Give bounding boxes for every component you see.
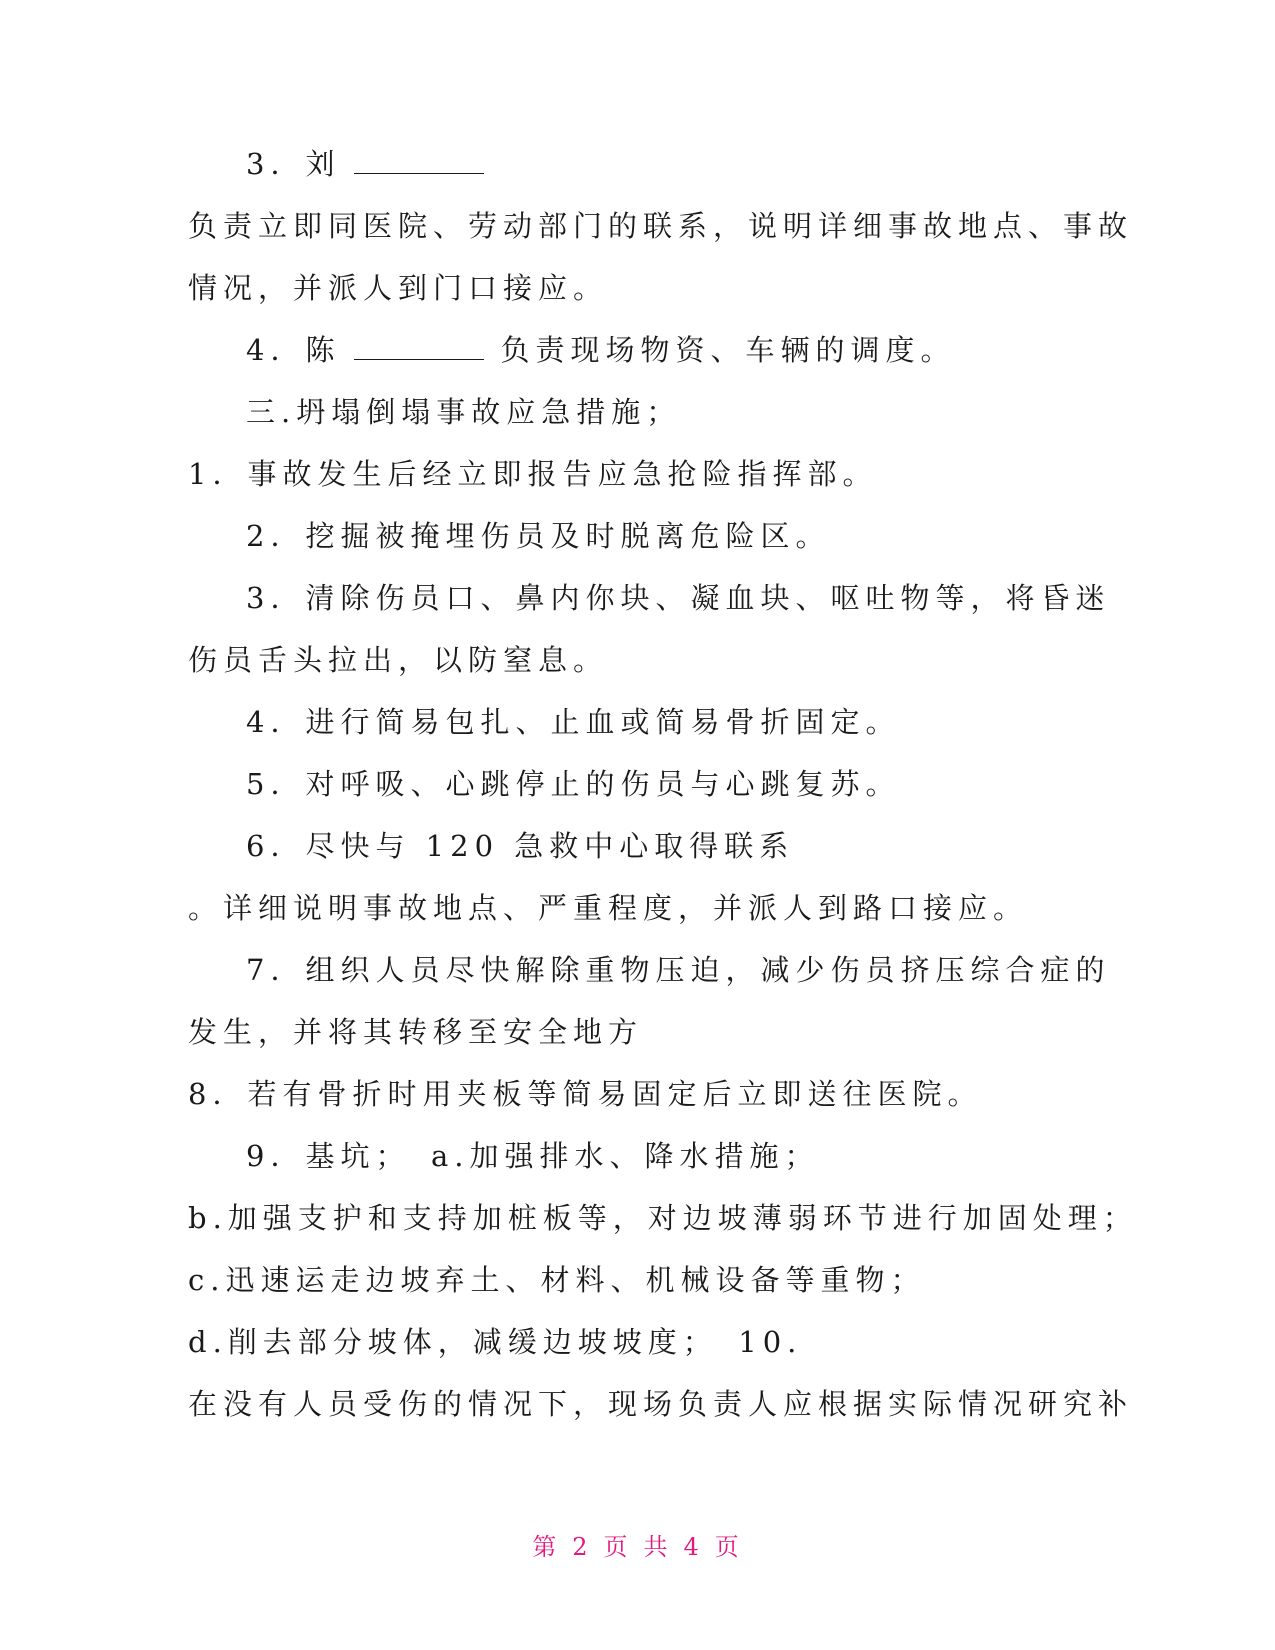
paragraph-line: 负责立即同医院、劳动部门的联系，说明详细事故地点、事故 [188,209,1134,243]
list-item: 7．组织人员尽快解除重物压迫，减少伤员挤压综合症的 [246,953,1111,987]
paragraph-line: 伤员舌头拉出，以防窒息。 [188,643,609,677]
footer-word-gong: 共 [643,1533,672,1561]
line-suffix: 负责现场物资、车辆的调度。 [500,333,956,367]
paragraph-line: 。详细说明事故地点、严重程度，并派人到路口接应。 [188,891,1029,925]
sub-item: c.迅速运走边坡弃土、材料、机械设备等重物； [188,1263,926,1297]
line-4-chen [246,333,956,367]
paragraph-line: 发生，并将其转移至安全地方 [188,1015,644,1049]
list-item: 3．清除伤员口、鼻内你块、凝血块、呕吐物等，将昏迷 [246,581,1111,615]
paragraph-line: 在没有人员受伤的情况下，现场负责人应根据实际情况研究补 [188,1387,1134,1421]
fill-blank [354,155,484,174]
list-item: 6．尽快与 120 急救中心取得联系 [246,829,795,863]
list-item: 4．进行简易包扎、止血或简易骨折固定。 [246,705,901,739]
section-heading: 三.坍塌倒塌事故应急措施； [246,395,682,429]
footer-word-ye: 页 [603,1533,632,1561]
sub-item: d.削去部分坡体，减缓边坡坡度； 10. [188,1325,803,1359]
list-item: 1．事故发生后经立即报告应急抢险指挥部。 [188,457,878,491]
line-prefix: 4．陈 [246,333,341,367]
list-item: 2．挖掘被掩埋伤员及时脱离危险区。 [246,519,831,553]
sub-item: b.加强支护和支持加桩板等，对边坡薄弱环节进行加固处理； [188,1201,1138,1235]
paragraph-line: 情况，并派人到门口接应。 [188,271,609,305]
page-number: 2 [572,1533,592,1561]
line-prefix: 3．刘 [246,147,341,181]
list-item: 9．基坑； a.加强排水、降水措施； [246,1139,820,1173]
list-item: 8．若有骨折时用夹板等简易固定后立即送往医院。 [188,1077,983,1111]
fill-blank [354,341,484,360]
footer-word-di: 第 [532,1533,561,1561]
footer-word-ye2: 页 [714,1533,743,1561]
list-item: 5．对呼吸、心跳停止的伤员与心跳复苏。 [246,767,901,801]
page-footer [0,1527,1275,1562]
total-pages: 4 [683,1533,703,1561]
line-3-liu [246,147,500,181]
